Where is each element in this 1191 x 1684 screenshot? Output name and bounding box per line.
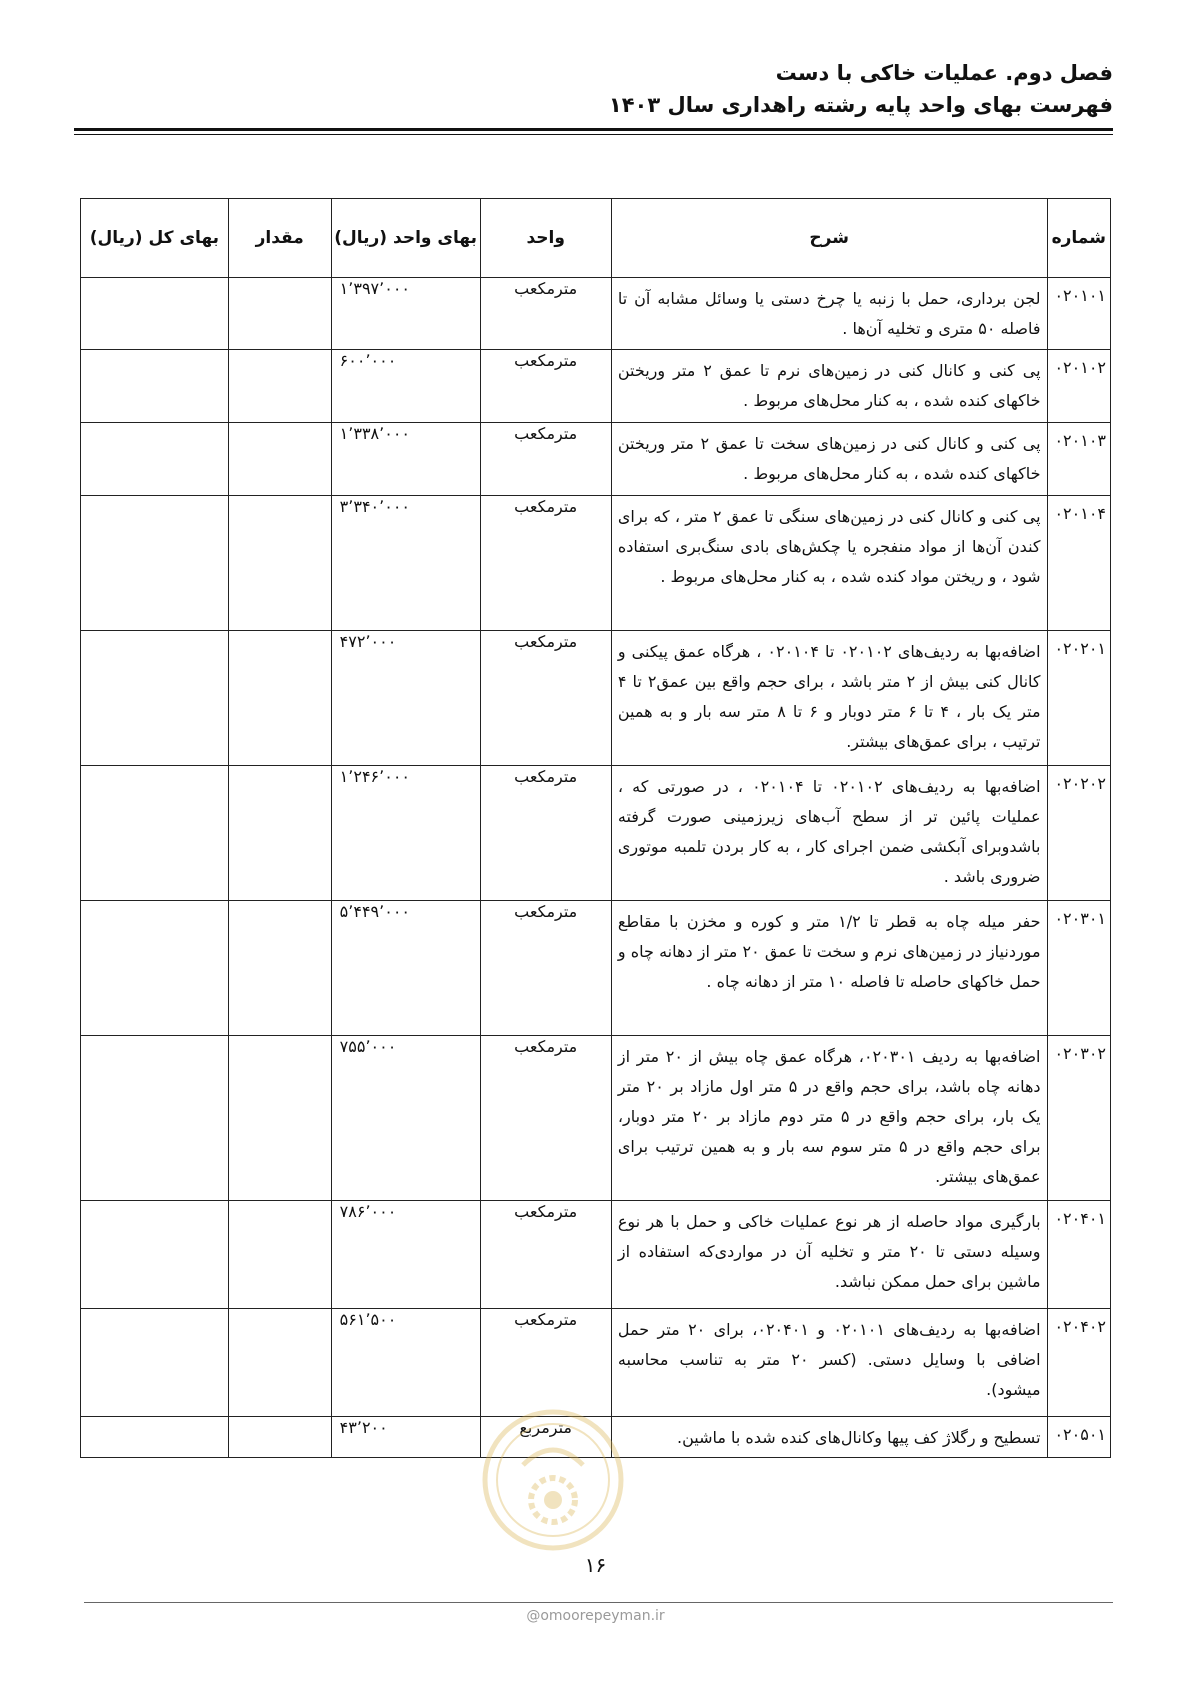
table-row (81, 1036, 1111, 1201)
document-subtitle: فهرست بهای واحد پایه رشته راهداری سال ۱۴۰۳ (608, 93, 1113, 117)
row-quantity (228, 350, 331, 423)
header-description: شرح (611, 199, 1047, 278)
row-quantity (228, 1201, 331, 1309)
row-unit-price: ۳٬۳۴۰٬۰۰۰ (331, 496, 480, 631)
row-description: پی کنی و کانال کنی در زمین‌های نرم تا عمق ۲ متر وریختن خاکهای کنده شده ، به کنار محل‌های مربوط . (611, 350, 1047, 423)
row-unit-price: ۱٬۳۹۷٬۰۰۰ (331, 278, 480, 350)
row-number: ۰۲۰۱۰۲ (1047, 350, 1110, 423)
row-description: اضافه‌بها به ردیف‌های ۰۲۰۱۰۲ تا ۰۲۰۱۰۴ ، هرگاه عمق پیکنی و کانال کنی بیش از ۲ متر باشد ، برای حجم واقع بین عمق۲ تا ۴ متر یک بار ، ۴ تا ۶ متر دوبار و ۶ تا ۸ متر سه بار و به همین ترتیب ، برای عمق‌های بیشتر. (611, 631, 1047, 766)
row-number: ۰۲۰۴۰۲ (1047, 1309, 1110, 1417)
row-unit: مترمکعب (480, 631, 611, 766)
row-number: ۰۲۰۲۰۱ (1047, 631, 1110, 766)
row-number: ۰۲۰۳۰۱ (1047, 901, 1110, 1036)
row-description: بارگیری مواد حاصله از هر نوع عملیات خاکی و حمل با هر نوع وسیله دستی تا ۲۰ متر و تخلیه آن در مواردی‌که استفاده از ماشین برای حمل ممکن نباشد. (611, 1201, 1047, 1309)
table-row (81, 1201, 1111, 1309)
row-unit-price: ۷۸۶٬۰۰۰ (331, 1201, 480, 1309)
header-number: شماره (1047, 199, 1110, 278)
header-total-price: بهای کل (ریال) (81, 199, 229, 278)
row-number: ۰۲۰۱۰۴ (1047, 496, 1110, 631)
table-row (81, 901, 1111, 1036)
row-number: ۰۲۰۳۰۲ (1047, 1036, 1110, 1201)
row-description: تسطیح و رگلاژ کف پیها وکانال‌های کنده شده با ماشین. (611, 1417, 1047, 1458)
table-row (81, 631, 1111, 766)
row-number: ۰۲۰۵۰۱ (1047, 1417, 1110, 1458)
row-description: پی کنی و کانال کنی در زمین‌های سخت تا عمق ۲ متر وریختن خاکهای کنده شده ، به کنار محل‌های مربوط . (611, 423, 1047, 496)
row-total-price (81, 1036, 229, 1201)
header-unit-price: بهای واحد (ریال) (331, 199, 480, 278)
page-header (609, 58, 1113, 120)
row-unit-price: ۵٬۴۴۹٬۰۰۰ (331, 901, 480, 1036)
row-unit: مترمکعب (480, 278, 611, 350)
row-unit-price: ۶۰۰٬۰۰۰ (331, 350, 480, 423)
row-quantity (228, 278, 331, 350)
row-number: ۰۲۰۲۰۲ (1047, 766, 1110, 901)
row-quantity (228, 901, 331, 1036)
table-row (81, 423, 1111, 496)
row-unit: مترمکعب (480, 423, 611, 496)
row-unit-price: ۱٬۲۴۶٬۰۰۰ (331, 766, 480, 901)
table-row (81, 766, 1111, 901)
row-quantity (228, 1309, 331, 1417)
table-row (81, 278, 1111, 350)
row-unit: مترمکعب (480, 901, 611, 1036)
table-row (81, 1417, 1111, 1458)
table-row (81, 350, 1111, 423)
header-rule-thick (74, 128, 1113, 131)
table-row (81, 1309, 1111, 1417)
row-description: اضافه‌بها به ردیف‌های ۰۲۰۱۰۱ و ۰۲۰۴۰۱، برای ۲۰ متر حمل اضافی با وسایل دستی. (کسر ۲۰ متر به تناسب محاسبه میشود). (611, 1309, 1047, 1417)
row-unit: مترمکعب (480, 350, 611, 423)
row-quantity (228, 631, 331, 766)
row-total-price (81, 1309, 229, 1417)
row-total-price (81, 766, 229, 901)
page-number: ۱۶ (584, 1553, 607, 1577)
row-quantity (228, 1036, 331, 1201)
header-unit: واحد (480, 199, 611, 278)
row-quantity (228, 1417, 331, 1458)
row-unit: مترمکعب (480, 766, 611, 901)
row-unit-price: ۴۷۲٬۰۰۰ (331, 631, 480, 766)
row-total-price (81, 423, 229, 496)
row-total-price (81, 496, 229, 631)
row-total-price (81, 1417, 229, 1458)
row-description: پی کنی و کانال کنی در زمین‌های سنگی تا عمق ۲ متر ، که برای کندن آن‌ها از مواد منفجره یا چکش‌های بادی سنگ‌بری استفاده شود ، و ریختن مواد کنده شده ، به کنار محل‌های مربوط . (611, 496, 1047, 631)
row-unit-price: ۷۵۵٬۰۰۰ (331, 1036, 480, 1201)
row-description: اضافه‌بها به ردیف‌های ۰۲۰۱۰۲ تا ۰۲۰۱۰۴ ، در صورتی که ، عملیات پائین تر از سطح آب‌های زیرزمینی صورت گرفته باشدوبرای آبکشی ضمن اجرای کار ، به کار بردن تلمبه موتوری ضروری باشد . (611, 766, 1047, 901)
row-total-price (81, 901, 229, 1036)
row-unit-price: ۱٬۳۳۸٬۰۰۰ (331, 423, 480, 496)
row-unit: مترمکعب (480, 1036, 611, 1201)
row-description: لجن برداری، حمل با زنبه یا چرخ دستی یا وسائل مشابه آن تا فاصله ۵۰ متری و تخلیه آن‌ها . (611, 278, 1047, 350)
row-unit-price: ۴۳٬۲۰۰ (331, 1417, 480, 1458)
row-total-price (81, 350, 229, 423)
table-row (81, 496, 1111, 631)
row-unit: مترمربع (480, 1417, 611, 1458)
row-description: حفر میله چاه به قطر تا ۱/۲ متر و کوره و مخزن با مقاطع موردنیاز در زمین‌های نرم و سخت تا عمق ۲۰ متر از دهانه چاه و حمل خاکهای حاصله تا فاصله ۱۰ متر از دهانه چاه . (611, 901, 1047, 1036)
chapter-title: فصل دوم. عملیات خاکی با دست (775, 61, 1113, 85)
website-link[interactable]: @omoorepeyman.ir (526, 1608, 665, 1624)
header-rule-thin (74, 134, 1113, 135)
row-total-price (81, 1201, 229, 1309)
row-quantity (228, 766, 331, 901)
table-header-row (81, 199, 1111, 278)
row-total-price (81, 631, 229, 766)
row-unit: مترمکعب (480, 1201, 611, 1309)
row-quantity (228, 423, 331, 496)
header-quantity: مقدار (228, 199, 331, 278)
row-unit-price: ۵۶۱٬۵۰۰ (331, 1309, 480, 1417)
row-total-price (81, 278, 229, 350)
row-description: اضافه‌بها به ردیف ۰۲۰۳۰۱، هرگاه عمق چاه بیش از ۲۰ متر از دهانه چاه باشد، برای حجم واقع در ۵ متر اول مازاد بر ۲۰ متر یک بار، برای حجم واقع در ۵ متر دوم مازاد بر ۲۰ متر دوبار، برای حجم واقع در ۵ متر سوم سه بار و به همین ترتیب برای عمق‌های بیشتر. (611, 1036, 1047, 1201)
row-unit: مترمکعب (480, 1309, 611, 1417)
row-number: ۰۲۰۱۰۱ (1047, 278, 1110, 350)
footer-rule (84, 1602, 1113, 1603)
price-table (80, 198, 1111, 1458)
row-unit: مترمکعب (480, 496, 611, 631)
row-quantity (228, 496, 331, 631)
row-number: ۰۲۰۱۰۳ (1047, 423, 1110, 496)
row-number: ۰۲۰۴۰۱ (1047, 1201, 1110, 1309)
